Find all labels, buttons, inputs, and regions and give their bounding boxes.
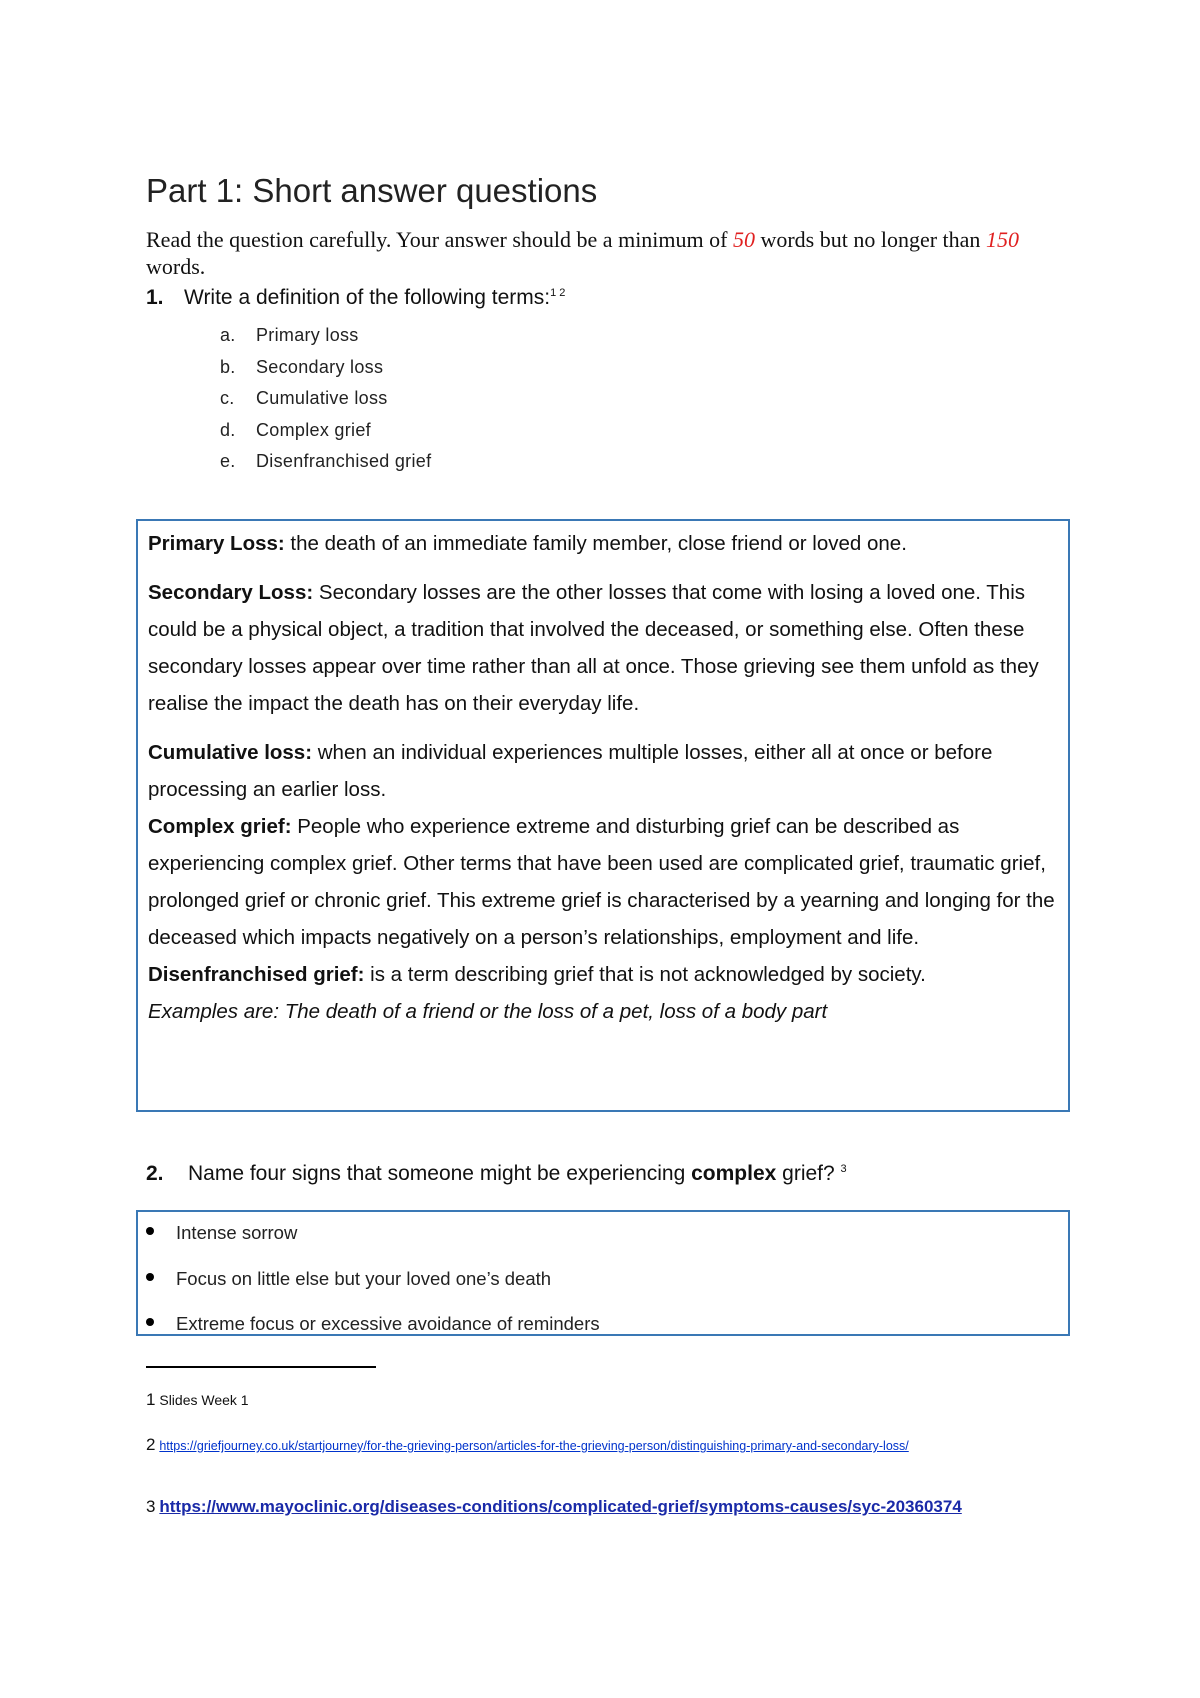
footnote-2 (146, 1432, 1066, 1459)
term-definition: Secondary losses are the other losses that come with losing a loved one. This could be a physical object, a tradition that involved the deceased, or something else. Often these secondary losses appear over time rather than all at once. Those grieving see them unfold as they realise the impact the death has on their everyday life. (148, 581, 1039, 715)
item-text: Cumulative loss (256, 388, 388, 408)
term-label: Cumulative loss: (148, 741, 313, 764)
answer-primary-loss (148, 525, 1058, 562)
footnote-3 (146, 1497, 962, 1517)
term-definition: is a term describing grief that is not acknowledged by society. (364, 963, 926, 986)
list-item (138, 1261, 1068, 1307)
question-emphasis: complex (691, 1162, 777, 1185)
item-letter: e. (220, 451, 236, 471)
footnote-link[interactable]: https://griefjourney.co.uk/startjourney/for-the-grieving-person/articles-for-the-grieving-person/distinguishing-primary-and-secondary-loss/ (159, 1439, 909, 1453)
answer-cumulative-loss (148, 734, 1058, 808)
question-text: Name four signs that someone might be experiencing (188, 1162, 692, 1185)
footnote-number: 3 (146, 1497, 156, 1516)
list-item (138, 1215, 1068, 1261)
bullet-icon (146, 1227, 154, 1235)
footnote-ref[interactable]: 3 (840, 1163, 847, 1175)
question-1 (146, 286, 565, 310)
instructions (146, 226, 1046, 280)
item-text: Complex grief (256, 419, 371, 440)
list-item (138, 1306, 1068, 1352)
footnote-number: 1 (146, 1390, 156, 1409)
answer-examples (148, 993, 1058, 1030)
min-words: 50 (732, 227, 755, 252)
page-title: Part 1: Short answer questions (146, 172, 598, 209)
question-text: Write a definition of the following terms: (184, 286, 551, 309)
terms-list (220, 320, 431, 478)
footnote-separator (146, 1366, 376, 1368)
answer-disenfranchised-grief (148, 956, 1058, 993)
question-number: 1. (146, 286, 164, 309)
list-item (220, 446, 431, 478)
term-definition: the death of an immediate family member, close friend or loved one. (284, 532, 907, 555)
list-item (220, 415, 431, 447)
instructions-text-2: words but no longer than (754, 227, 986, 252)
answer-complex-grief (148, 808, 1058, 956)
item-letter: b. (220, 356, 236, 377)
term-definition: People who experience extreme and disturbing grief can be described as experiencing complex grief. Other terms that have been used are complicated grief, traumatic grief, prolonged grief or chronic grief. This extreme grief is characterised by a yearning and longing for the deceased which impacts negatively on a person’s relationships, employment and life. (148, 815, 1055, 949)
item-text: Extreme focus or excessive avoidance of reminders (176, 1313, 600, 1334)
footnote-number: 2 (146, 1435, 156, 1454)
list-item (220, 352, 431, 384)
term-label: Secondary Loss: (148, 581, 314, 604)
signs-list (138, 1215, 1068, 1352)
question-text-end: grief? (776, 1162, 835, 1185)
item-letter: d. (220, 419, 236, 440)
bullet-icon (146, 1318, 154, 1326)
term-label: Primary Loss: (148, 532, 285, 555)
answer-box-2[interactable] (136, 1210, 1070, 1336)
term-label: Complex grief: (148, 815, 292, 838)
instructions-text-3: words. (146, 254, 206, 279)
footnote-ref[interactable]: 1 2 (550, 287, 566, 299)
list-item (220, 320, 431, 352)
footnote-link[interactable]: https://www.mayoclinic.org/diseases-conditions/complicated-grief/symptoms-causes/syc-20360374 (159, 1497, 962, 1516)
footnote-text: Slides Week 1 (155, 1392, 249, 1408)
max-words: 150 (985, 227, 1019, 252)
footnote-1 (146, 1390, 249, 1410)
item-text: Focus on little else but your loved one’s death (176, 1267, 552, 1289)
item-letter: a. (220, 325, 236, 345)
answer-secondary-loss (148, 574, 1058, 722)
list-item (220, 383, 431, 415)
question-2 (146, 1162, 847, 1186)
bullet-icon (146, 1273, 154, 1281)
item-text: Disenfranchised grief (256, 451, 432, 471)
item-text: Intense sorrow (176, 1222, 298, 1243)
term-label: Disenfranchised grief: (148, 963, 365, 986)
examples-text: Examples are: The death of a friend or the loss of a pet, loss of a body part (148, 1000, 828, 1023)
instructions-text-1: Read the question carefully. Your answer should be a minimum of (146, 227, 733, 252)
term-definition: when an individual experiences multiple losses, either all at once or before processing an earlier loss. (148, 741, 993, 801)
item-text: Secondary loss (256, 356, 384, 377)
item-letter: c. (220, 388, 235, 408)
item-text: Primary loss (256, 325, 359, 345)
answer-box-1[interactable] (136, 519, 1070, 1112)
question-number: 2. (146, 1162, 164, 1185)
